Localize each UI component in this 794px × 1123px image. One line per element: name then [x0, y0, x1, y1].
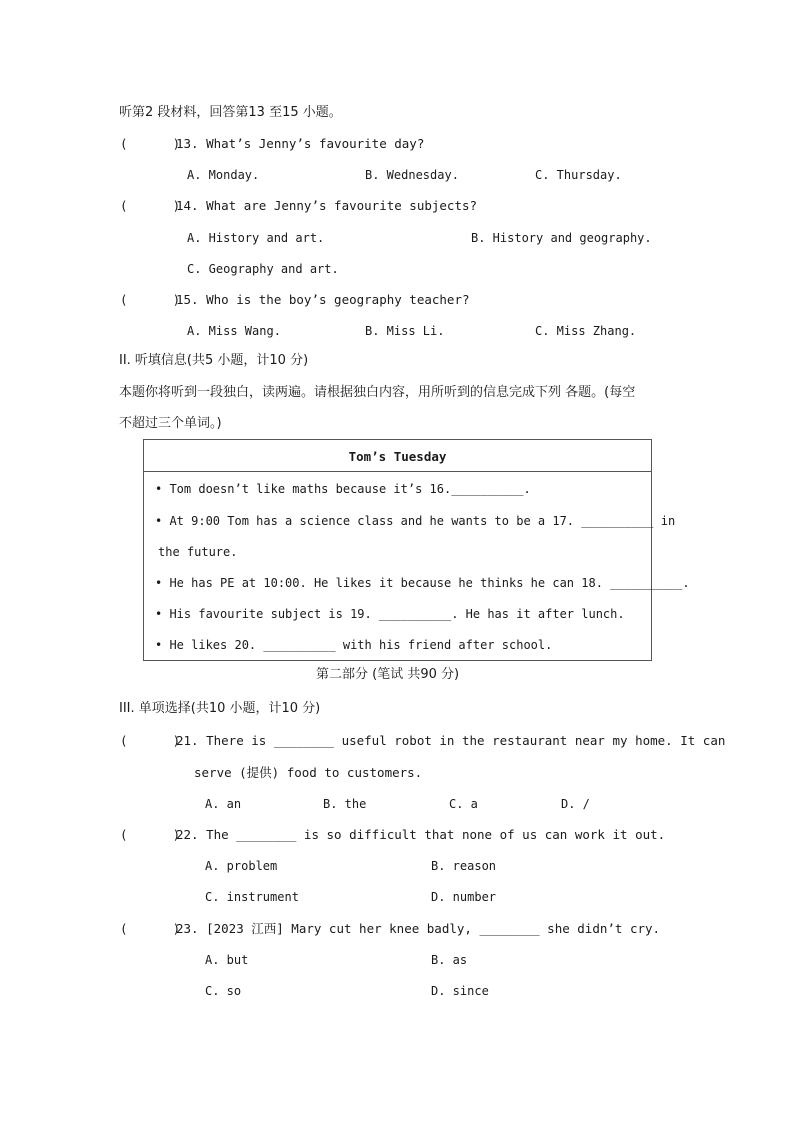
table-row: • He likes 20. __________ with his friend after school.: [155, 638, 553, 652]
question-stem-cont: serve (提供) food to customers.: [194, 765, 423, 780]
option-b: B. reason: [431, 859, 497, 873]
option-b: B. the: [323, 797, 367, 811]
instruction-text: 本题你将听到一段独白，读两遍。请根据独白内容，用所听到的信息完成下列 各题。(每空: [119, 385, 636, 400]
info-table: [143, 439, 690, 661]
option-a: A. History and art.: [187, 231, 325, 245]
answer-paren: ( ): [120, 827, 181, 842]
option-c: C. instrument: [205, 890, 299, 904]
question-stem: 15. Who is the boy’s geography teacher?: [176, 292, 470, 307]
question-stem: 23. [2023 江西] Mary cut her knee badly, ________ she didn’t cry.: [176, 921, 661, 936]
option-c: C. so: [205, 984, 242, 998]
option-c: C. Geography and art.: [187, 262, 339, 276]
answer-paren: ( ): [120, 921, 181, 936]
option-b: B. Miss Li.: [365, 324, 445, 338]
option-a: A. an: [205, 797, 242, 811]
table-row: • Tom doesn’t like maths because it’s 16.__________.: [155, 482, 531, 496]
option-d: D. /: [561, 797, 590, 811]
option-a: A. Miss Wang.: [187, 324, 281, 338]
table-divider: [144, 471, 651, 472]
table-title: Tom’s Tuesday: [348, 449, 447, 464]
section-heading: II. 听填信息(共5 小题，计10 分): [119, 353, 309, 368]
table-row: • At 9:00 Tom has a science class and he wants to be a 17. __________ in: [155, 514, 676, 528]
question-stem: 22. The ________ is so difficult that none of us can work it out.: [176, 827, 666, 842]
part-heading: 第二部分 (笔试 共90 分): [316, 667, 460, 682]
table-row: • He has PE at 10:00. He likes it because he thinks he can 18. __________.: [155, 576, 690, 590]
table-row: the future.: [158, 545, 238, 559]
answer-paren: ( ): [120, 136, 181, 151]
option-c: C. Miss Zhang.: [535, 324, 637, 338]
option-b: B. History and geography.: [471, 231, 652, 245]
question-stem: 13. What’s Jenny’s favourite day?: [176, 136, 425, 151]
answer-paren: ( ): [120, 733, 181, 748]
question-stem: 21. There is ________ useful robot in the restaurant near my home. It can: [176, 733, 726, 748]
option-a: A. Monday.: [187, 168, 260, 182]
option-c: C. Thursday.: [535, 168, 622, 182]
table-row: • His favourite subject is 19. __________. He has it after lunch.: [155, 607, 625, 621]
option-d: D. since: [431, 984, 489, 998]
section-heading: III. 单项选择(共10 小题，计10 分): [119, 701, 321, 716]
section-intro: 听第2 段材料，回答第13 至15 小题。: [119, 105, 342, 120]
option-b: B. as: [431, 953, 468, 967]
answer-paren: ( ): [120, 198, 181, 213]
question-stem: 14. What are Jenny’s favourite subjects?: [176, 198, 478, 213]
option-c: C. a: [449, 797, 478, 811]
option-b: B. Wednesday.: [365, 168, 459, 182]
option-d: D. number: [431, 890, 497, 904]
instruction-text: 不超过三个单词。): [119, 416, 222, 431]
option-a: A. problem: [205, 859, 278, 873]
option-a: A. but: [205, 953, 249, 967]
answer-paren: ( ): [120, 292, 181, 307]
